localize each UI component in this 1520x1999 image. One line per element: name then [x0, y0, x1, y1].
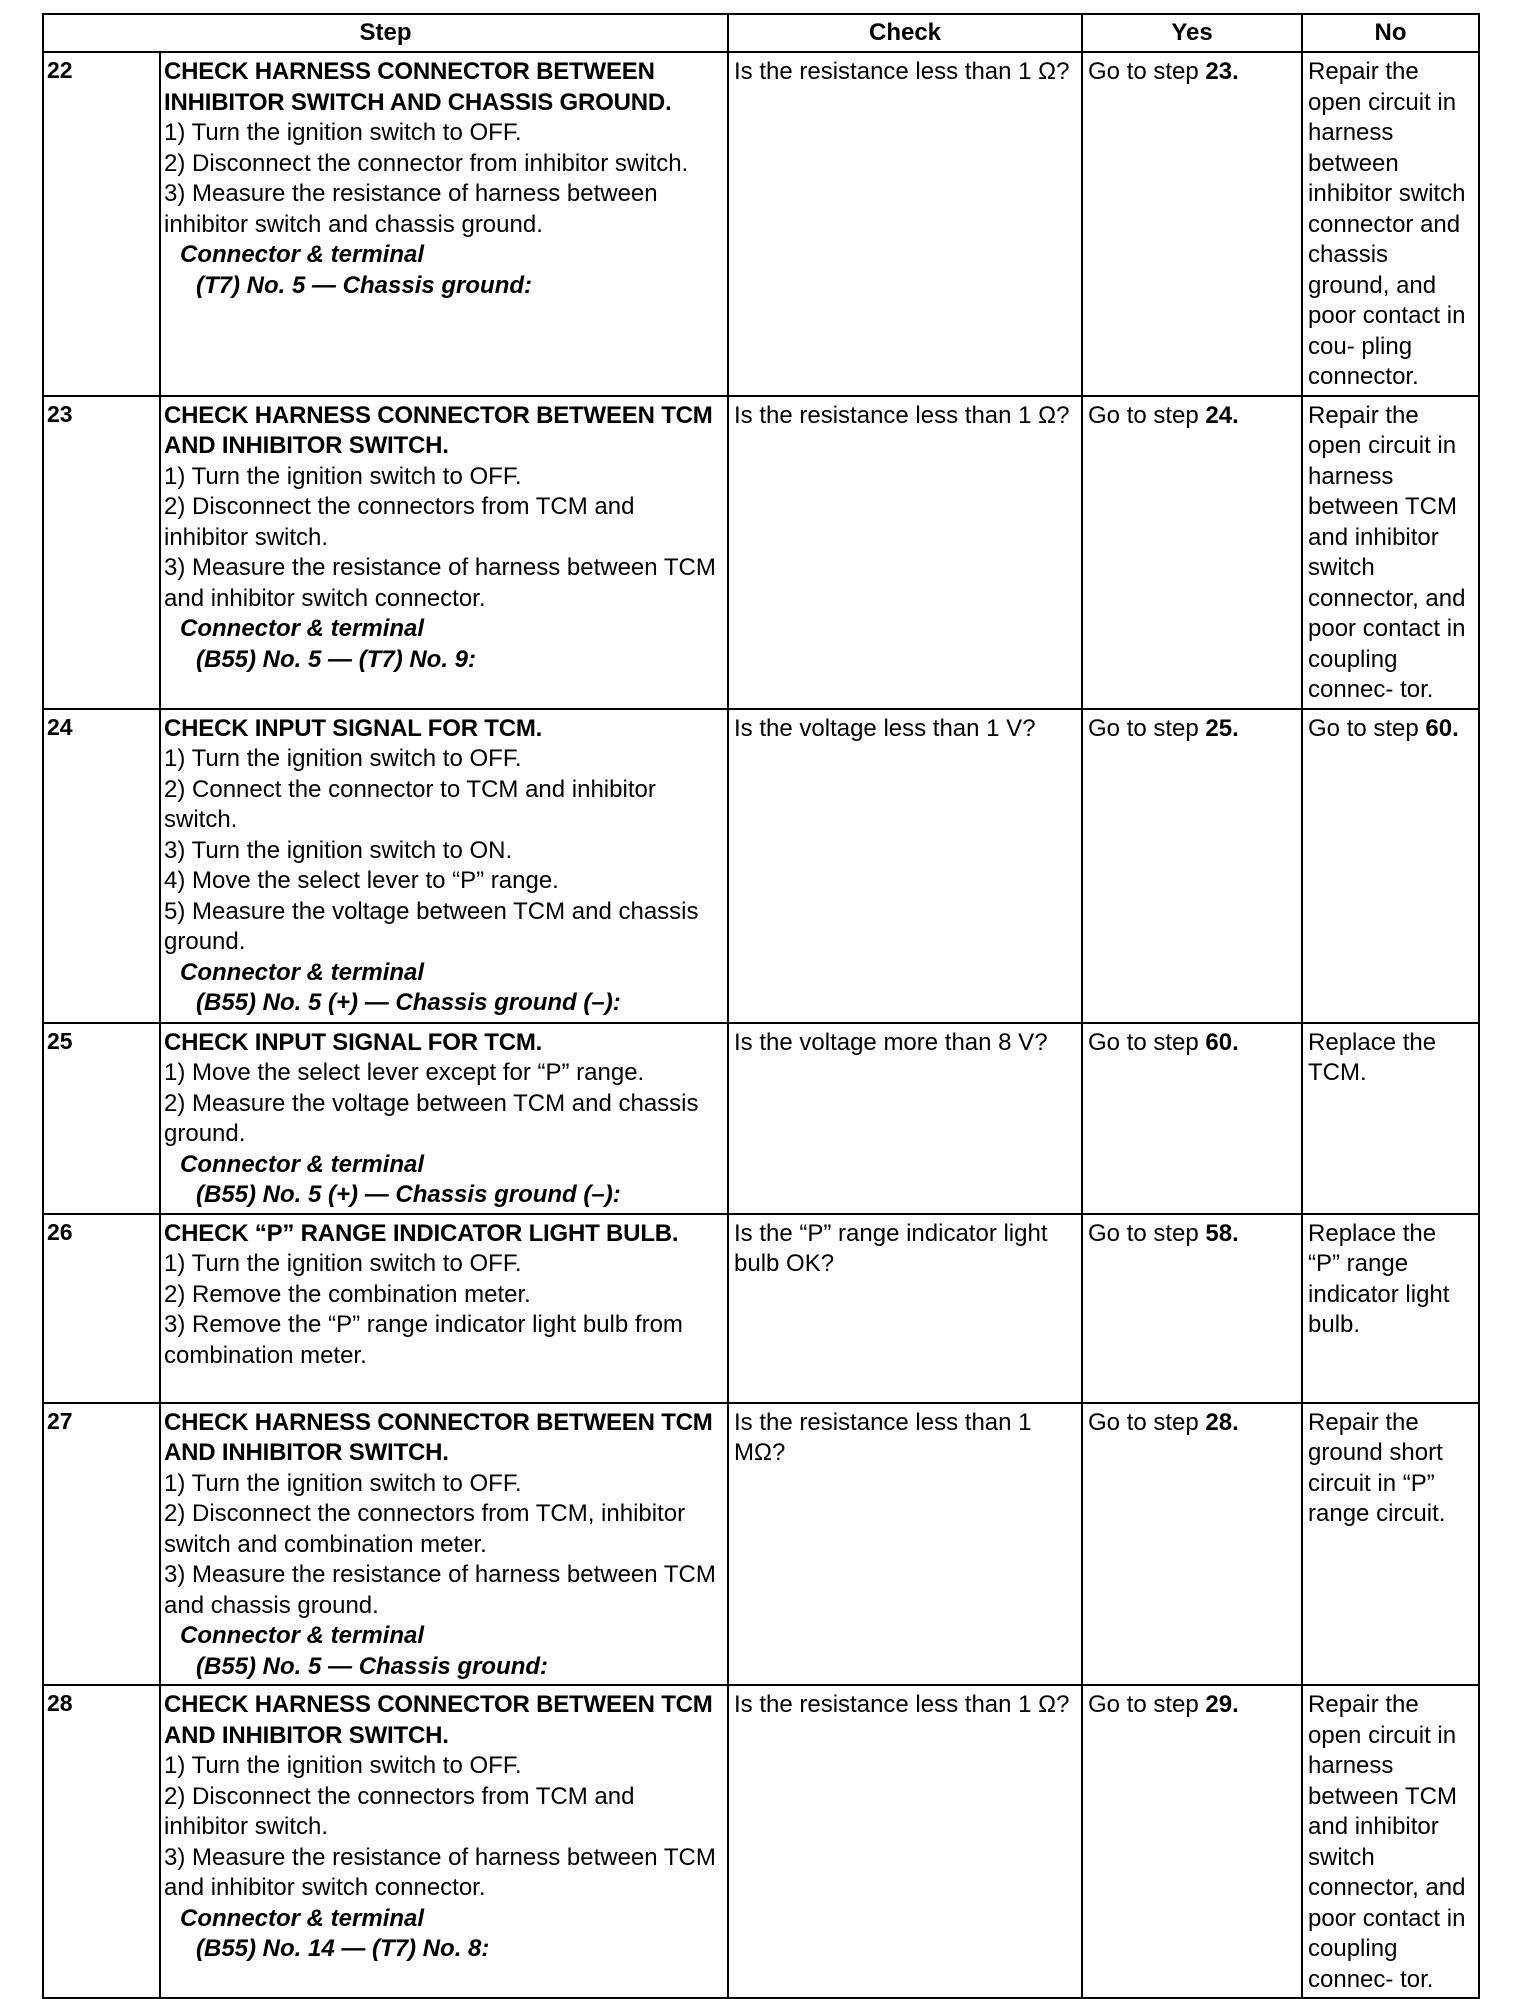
- yes-cell: [1082, 396, 1302, 709]
- substep: 3) Turn the ignition switch to ON.: [164, 836, 513, 864]
- substep: 1) Turn the ignition switch to OFF.: [164, 745, 522, 772]
- check-cell: Is the resistance less than 1 Ω?: [728, 1685, 1082, 1998]
- step-cell: [160, 396, 728, 709]
- substep-list: [164, 1249, 721, 1371]
- step-number: 26: [43, 1214, 160, 1403]
- yes-cell: [1082, 1214, 1302, 1403]
- step-cell: [160, 1403, 728, 1686]
- connector-value: (B55) No. 5 (+) — Chassis ground (–):: [196, 1181, 621, 1208]
- step-cell: [160, 1023, 728, 1214]
- diagnostic-table: [42, 13, 1480, 1999]
- check-cell: Is the voltage more than 8 V?: [728, 1023, 1082, 1214]
- yes-cell: [1082, 1023, 1302, 1214]
- connector-value: (T7) No. 5 — Chassis ground:: [196, 271, 533, 299]
- no-cell: Replace the TCM.: [1302, 1023, 1479, 1214]
- header-yes: Yes: [1082, 14, 1302, 52]
- header-row: [43, 14, 1479, 52]
- connector-value: (B55) No. 14 — (T7) No. 8:: [196, 1935, 490, 1962]
- yes-step-link: 23.: [1205, 58, 1239, 85]
- connector-label: Connector & terminal: [180, 1150, 425, 1178]
- substep-list: [164, 744, 721, 958]
- substep-list: [164, 118, 721, 240]
- yes-prefix: Go to step: [1088, 1028, 1206, 1056]
- connector-value: (B55) No. 5 — (T7) No. 9:: [196, 645, 477, 673]
- check-cell: Is the voltage less than 1 V?: [728, 709, 1082, 1023]
- yes-step-link: 24.: [1205, 401, 1239, 429]
- no-cell: Repair the open circuit in harness between inhibitor switch connector and chassis ground, and poor contact in cou- pling connector.: [1302, 52, 1479, 396]
- yes-prefix: Go to step: [1088, 1219, 1206, 1247]
- table-row: [43, 1214, 1479, 1403]
- substep-list: [164, 1058, 721, 1150]
- step-number: 22: [43, 52, 160, 396]
- substep-list: [164, 1751, 721, 1904]
- substep: 2) Measure the voltage between TCM and chassis ground.: [164, 1089, 699, 1147]
- connector-label: Connector & terminal: [180, 241, 425, 268]
- step-number: 23: [43, 396, 160, 709]
- yes-step-link: 58.: [1205, 1219, 1239, 1247]
- table-row: [43, 396, 1479, 709]
- substep: 1) Turn the ignition switch to OFF.: [164, 1250, 522, 1277]
- yes-prefix: Go to step: [1088, 1408, 1206, 1436]
- check-cell: Is the resistance less than 1 MΩ?: [728, 1403, 1082, 1686]
- yes-step-link: 28.: [1205, 1408, 1239, 1436]
- step-number: 24: [43, 709, 160, 1023]
- no-cell: Repair the open circuit in harness between TCM and inhibitor switch connector, and poor contact in coupling connec- tor.: [1302, 1685, 1479, 1998]
- connector-label: Connector & terminal: [180, 615, 425, 642]
- substep: 3) Remove the “P” range indicator light bulb from combination meter.: [164, 1311, 683, 1369]
- step-title: CHECK HARNESS CONNECTOR BETWEEN TCM AND INHIBITOR SWITCH.: [164, 401, 713, 459]
- table-row: [43, 1685, 1479, 1998]
- yes-prefix: Go to step: [1088, 714, 1206, 742]
- substep: 4) Move the select lever to “P” range.: [164, 867, 559, 894]
- yes-step-link: 60.: [1205, 1028, 1239, 1056]
- check-cell: Is the resistance less than 1 Ω?: [728, 396, 1082, 709]
- substep: 3) Measure the resistance of harness between TCM and inhibitor switch connector.: [164, 554, 716, 612]
- substep: 1) Turn the ignition switch to OFF.: [164, 462, 522, 490]
- no-cell: Replace the “P” range indicator light bulb.: [1302, 1214, 1479, 1403]
- check-cell: Is the resistance less than 1 Ω?: [728, 52, 1082, 396]
- step-title: CHECK HARNESS CONNECTOR BETWEEN INHIBITOR SWITCH AND CHASSIS GROUND.: [164, 58, 672, 116]
- table-row: [43, 52, 1479, 396]
- substep: 1) Turn the ignition switch to OFF.: [164, 1752, 522, 1779]
- connector-label: Connector & terminal: [180, 1622, 425, 1649]
- substep: 2) Disconnect the connectors from TCM, inhibitor switch and combination meter.: [164, 1500, 686, 1558]
- substep: 1) Move the select lever except for “P” range.: [164, 1059, 645, 1086]
- no-cell: Repair the open circuit in harness between TCM and inhibitor switch connector, and poor contact in coupling connec- tor.: [1302, 396, 1479, 709]
- substep: 3) Measure the resistance of harness between TCM and inhibitor switch connector.: [164, 1843, 716, 1901]
- header-no: No: [1302, 14, 1479, 52]
- step-number: 25: [43, 1023, 160, 1214]
- header-check: Check: [728, 14, 1082, 52]
- step-number: 28: [43, 1685, 160, 1998]
- step-title: CHECK HARNESS CONNECTOR BETWEEN TCM AND INHIBITOR SWITCH.: [164, 1408, 713, 1466]
- substep: 5) Measure the voltage between TCM and chassis ground.: [164, 897, 699, 955]
- step-cell: [160, 709, 728, 1023]
- header-step: Step: [43, 14, 728, 52]
- table-row: [43, 709, 1479, 1023]
- substep: 2) Disconnect the connector from inhibitor switch.: [164, 149, 689, 177]
- step-number: 27: [43, 1403, 160, 1686]
- connector-value: (B55) No. 5 — Chassis ground:: [196, 1652, 549, 1680]
- substep: 2) Remove the combination meter.: [164, 1280, 531, 1308]
- substep: 3) Measure the resistance of harness between TCM and chassis ground.: [164, 1561, 716, 1619]
- substep: 1) Turn the ignition switch to OFF.: [164, 119, 522, 146]
- yes-step-link: 25.: [1205, 714, 1239, 742]
- substep: 2) Connect the connector to TCM and inhibitor switch.: [164, 775, 656, 833]
- table-row: [43, 1403, 1479, 1686]
- no-step-link: 60.: [1425, 714, 1459, 742]
- step-cell: [160, 52, 728, 396]
- substep: 2) Disconnect the connectors from TCM and inhibitor switch.: [164, 1782, 635, 1840]
- yes-cell: [1082, 1685, 1302, 1998]
- substep: 3) Measure the resistance of harness between inhibitor switch and chassis ground.: [164, 180, 658, 238]
- substep: 2) Disconnect the connectors from TCM and inhibitor switch.: [164, 493, 635, 551]
- step-title: CHECK INPUT SIGNAL FOR TCM.: [164, 714, 543, 742]
- yes-cell: [1082, 1403, 1302, 1686]
- yes-prefix: Go to step: [1088, 58, 1206, 85]
- substep: 1) Turn the ignition switch to OFF.: [164, 1469, 522, 1497]
- connector-value: (B55) No. 5 (+) — Chassis ground (–):: [196, 989, 621, 1016]
- connector-label: Connector & terminal: [180, 958, 425, 986]
- check-cell: Is the “P” range indicator light bulb OK?: [728, 1214, 1082, 1403]
- yes-step-link: 29.: [1205, 1691, 1239, 1718]
- step-title: CHECK INPUT SIGNAL FOR TCM.: [164, 1028, 543, 1056]
- table-row: [43, 1023, 1479, 1214]
- connector-label: Connector & terminal: [180, 1904, 425, 1932]
- yes-cell: [1082, 52, 1302, 396]
- yes-cell: [1082, 709, 1302, 1023]
- no-cell: Repair the ground short circuit in “P” range circuit.: [1302, 1403, 1479, 1686]
- step-title: CHECK “P” RANGE INDICATOR LIGHT BULB.: [164, 1219, 679, 1247]
- step-cell: [160, 1685, 728, 1998]
- yes-prefix: Go to step: [1088, 1691, 1206, 1718]
- step-title: CHECK HARNESS CONNECTOR BETWEEN TCM AND INHIBITOR SWITCH.: [164, 1691, 713, 1749]
- substep-list: [164, 1469, 721, 1622]
- no-cell: [1302, 709, 1479, 1023]
- yes-prefix: Go to step: [1088, 401, 1206, 429]
- no-prefix: Go to step: [1308, 714, 1426, 742]
- step-cell: [160, 1214, 728, 1403]
- substep-list: [164, 462, 721, 615]
